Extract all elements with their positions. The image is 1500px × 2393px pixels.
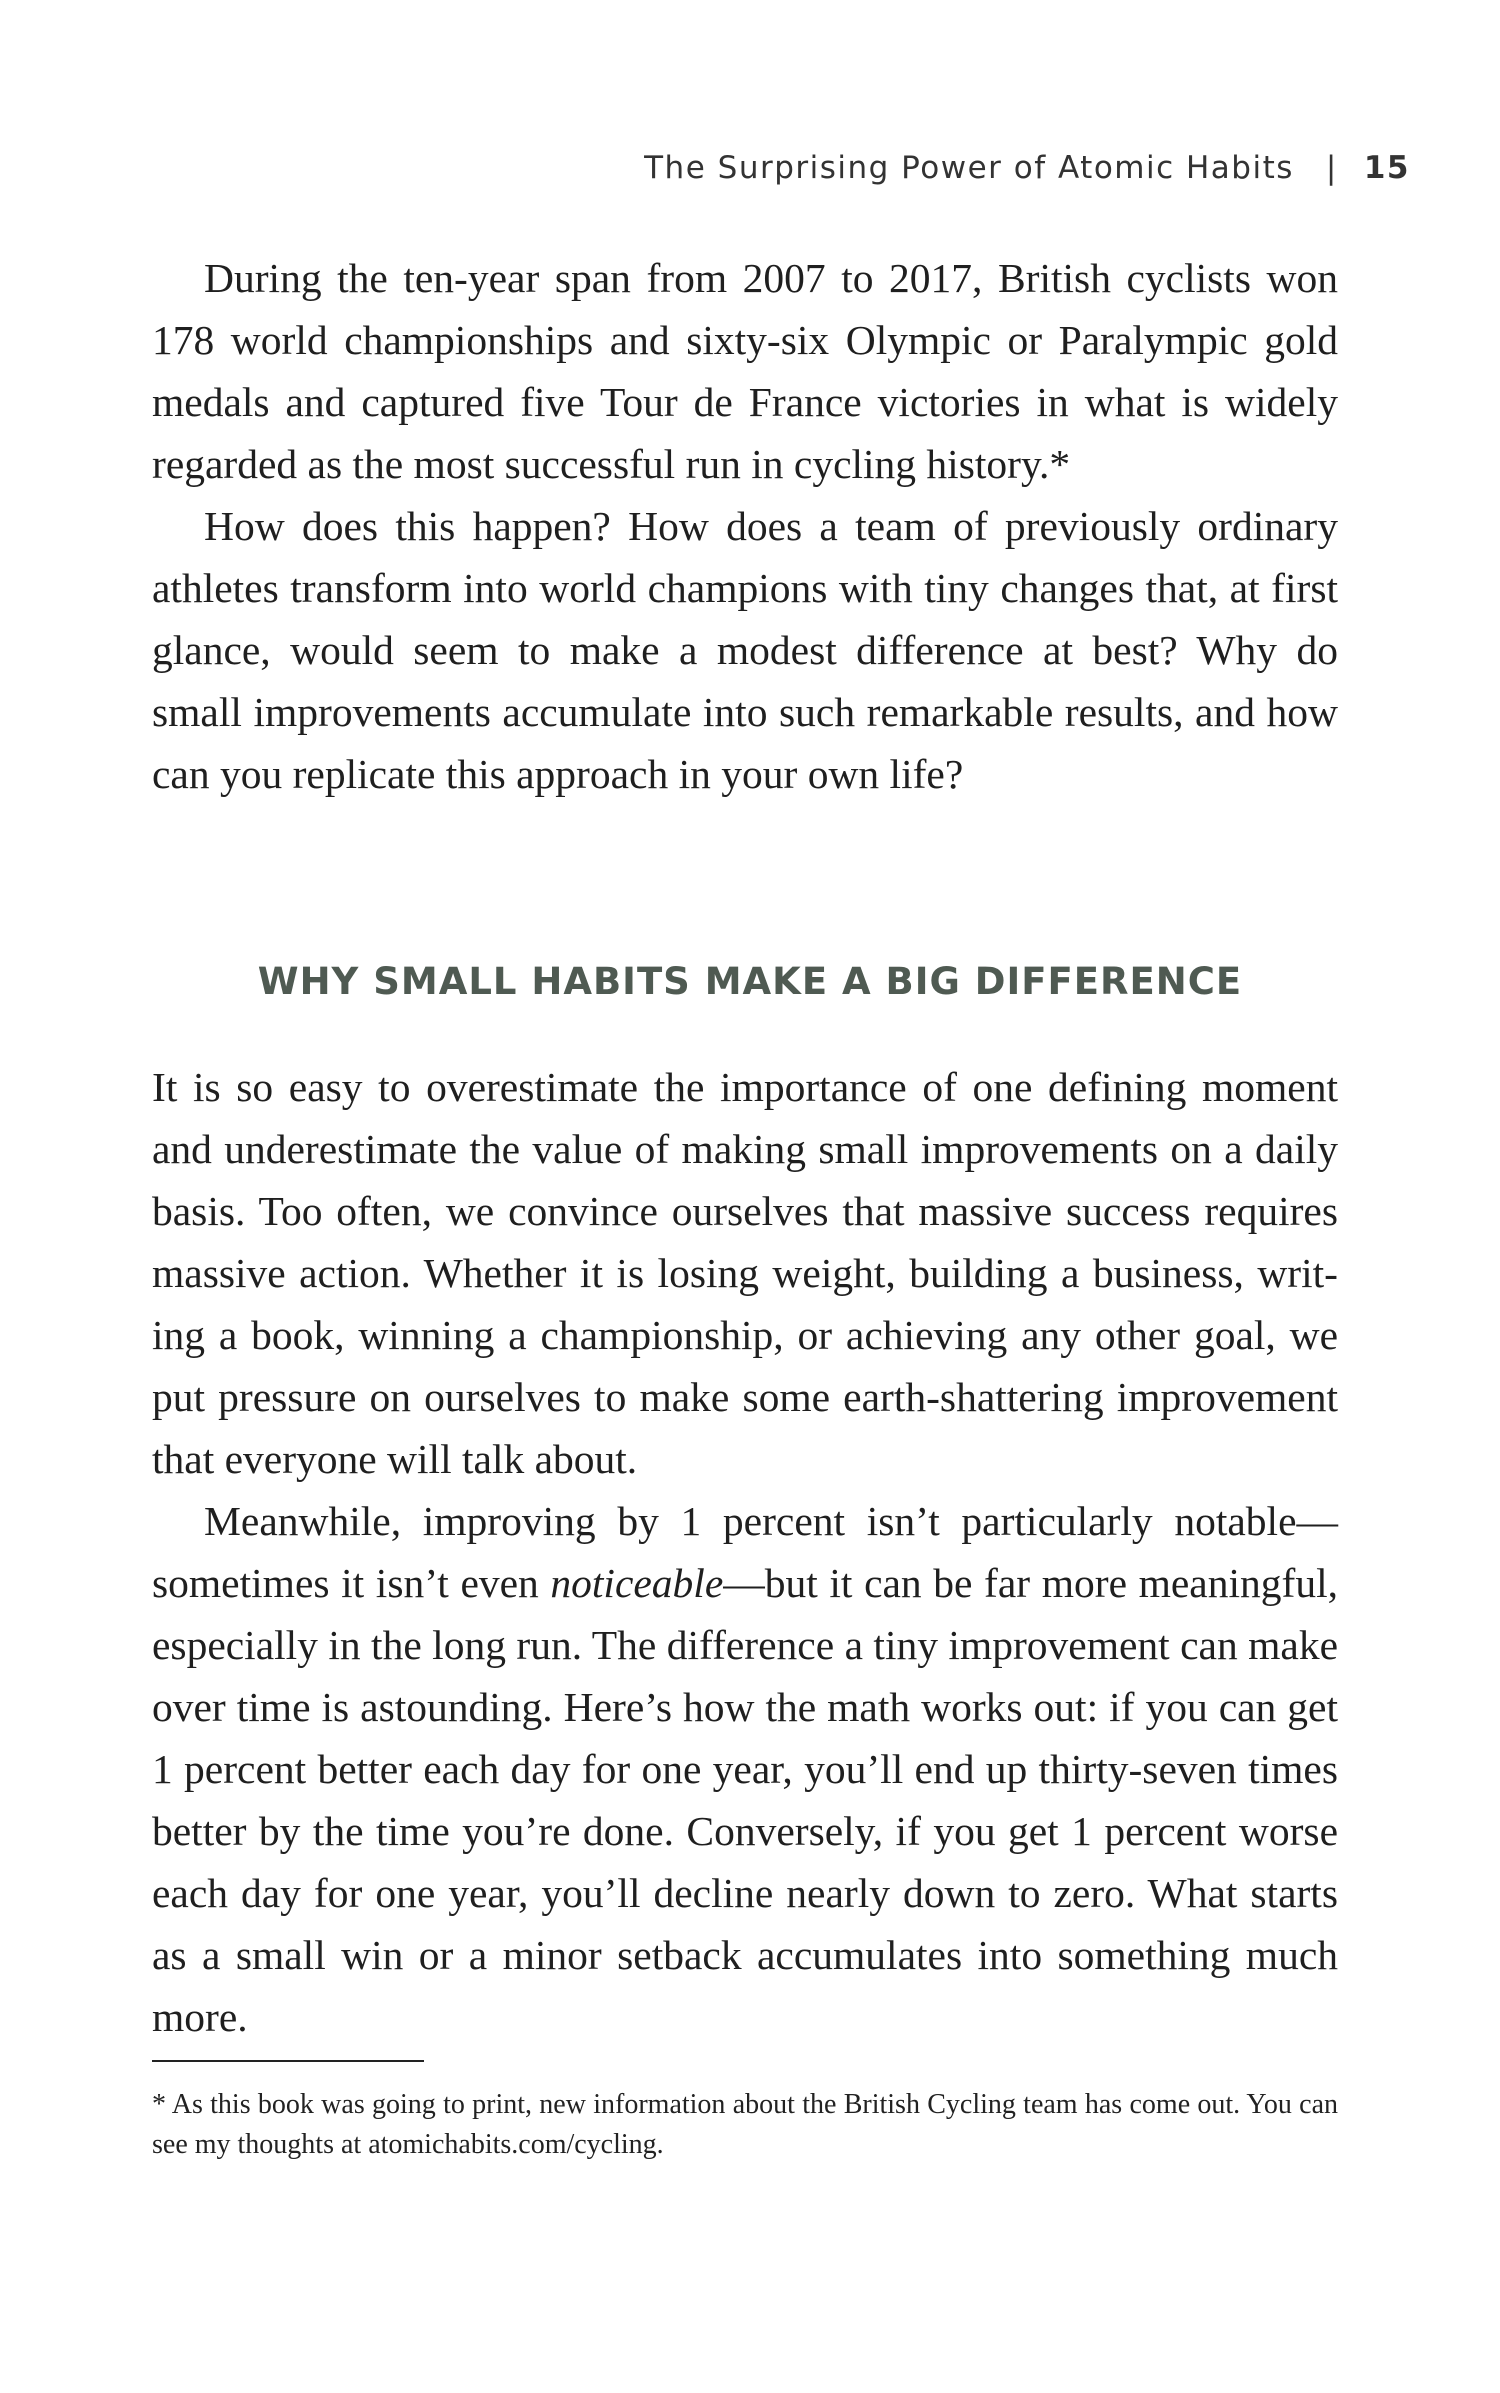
- footnote: [152, 2085, 1338, 2165]
- paragraph-cycling-record: During the ten-year span from 2007 to 2017, British cyclists won 178 world championships and sixty-six Olympic or Paralympic gold medals and captured five Tour de France victories in what is widely regarded as the most successful run in cycling history.*: [152, 255, 1338, 487]
- running-head-title: The Surprising Power of Atomic Habits: [644, 150, 1294, 186]
- section-text-block: [152, 1056, 1338, 2048]
- meanwhile-text-start: Meanwhile, improving by 1 percent isn’t particularly notable— sometimes it isn’t even: [152, 1498, 1338, 1606]
- footnote-divider: [152, 2060, 424, 2062]
- meanwhile-italic-word: noticeable: [550, 1560, 724, 1606]
- running-head-separator: |: [1325, 150, 1338, 186]
- paragraph-meanwhile: [152, 1490, 1338, 2048]
- page-number: 15: [1363, 150, 1410, 186]
- running-head: [644, 150, 1410, 186]
- paragraph-how-does-this-happen: How does this happen? How does a team of previously ordinary athletes transform into world champions with tiny changes that, at first glance, would seem to make a modest difference at best? Why do small improvements accumulate into such remarkable results, and how can you replicate this approach in your own life?: [152, 503, 1338, 797]
- meanwhile-text-end: —but it can be far more meaningful, especially in the long run. The difference a tiny improvement can make over time is astounding. Here’s how the math works out: if you can get 1 percent better each day for one year, you’ll end up thirty-seven times better by the time you’re done. Conversely, if you get 1 percent worse each day for one year, you’ll decline nearly down to zero. What starts as a small win or a minor setback accumulates into something much more.: [152, 1560, 1338, 2040]
- paragraph-overestimate: It is so easy to overestimate the importance of one defining moment and underestimate the value of making small improvements on a daily basis. Too often, we convince ourselves that massive success requires massive action. Whether it is losing weight, building a business, writing a book, winning a championship, or achieving any other goal, we put pressure on ourselves to make some earth-shattering improvement that everyone will talk about.: [152, 1064, 1338, 1482]
- footnote-text: * As this book was going to print, new information about the British Cycling team has come out. You can see my thoughts at atomichabits.com/cycling.: [152, 2089, 1338, 2160]
- section-heading: WHY SMALL HABITS MAKE A BIG DIFFERENCE: [257, 960, 1243, 1003]
- opening-text-block: [152, 247, 1338, 805]
